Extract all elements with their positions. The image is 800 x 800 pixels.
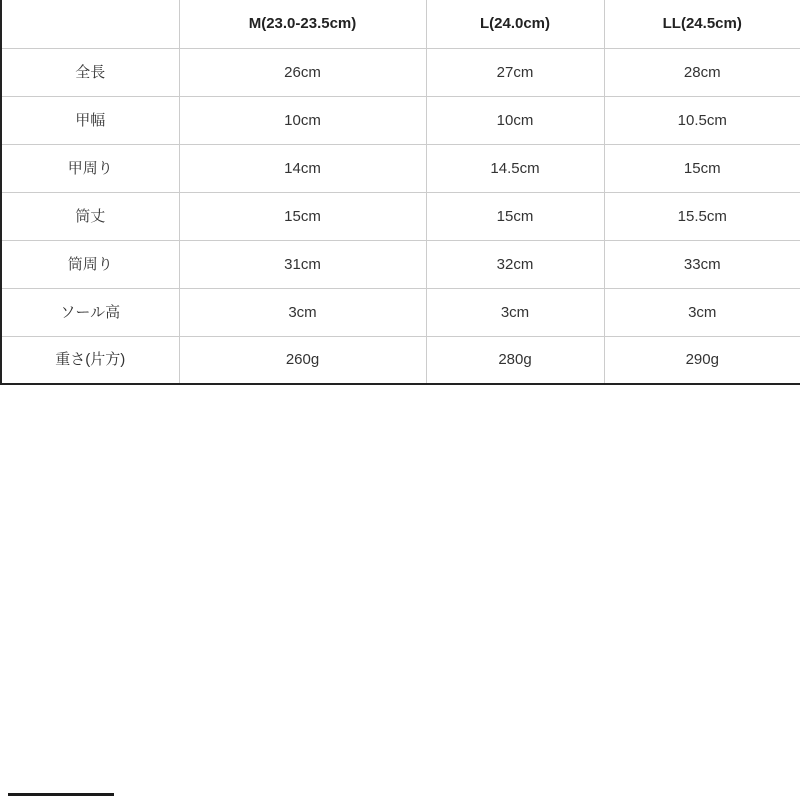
table-cell: 15.5cm	[604, 192, 800, 240]
table-cell: 10.5cm	[604, 96, 800, 144]
header-row	[1, 0, 800, 48]
header-cell-size-m: M(23.0-23.5cm)	[179, 0, 426, 48]
table-row	[1, 288, 800, 336]
table-cell: 290g	[604, 336, 800, 384]
row-label: 筒周り	[1, 240, 179, 288]
table-cell: 26cm	[179, 48, 426, 96]
table-cell: 32cm	[426, 240, 604, 288]
table-cell: 260g	[179, 336, 426, 384]
table-row	[1, 240, 800, 288]
table-cell: 15cm	[426, 192, 604, 240]
table-cell: 28cm	[604, 48, 800, 96]
table-cell: 3cm	[426, 288, 604, 336]
table-cell: 33cm	[604, 240, 800, 288]
table-cell: 15cm	[179, 192, 426, 240]
table-cell: 14cm	[179, 144, 426, 192]
row-label: ソール高	[1, 288, 179, 336]
table-row	[1, 336, 800, 384]
bottom-left-mark	[8, 793, 114, 796]
header-cell-blank	[1, 0, 179, 48]
table-row	[1, 48, 800, 96]
row-label: 甲幅	[1, 96, 179, 144]
table-cell: 3cm	[179, 288, 426, 336]
table-row	[1, 144, 800, 192]
row-label: 筒丈	[1, 192, 179, 240]
row-label: 重さ(片方)	[1, 336, 179, 384]
table-row	[1, 96, 800, 144]
table-cell: 10cm	[179, 96, 426, 144]
row-label: 全長	[1, 48, 179, 96]
header-cell-size-l: L(24.0cm)	[426, 0, 604, 48]
table-cell: 31cm	[179, 240, 426, 288]
table-cell: 15cm	[604, 144, 800, 192]
table-cell: 27cm	[426, 48, 604, 96]
size-chart-table	[0, 0, 800, 385]
row-label: 甲周り	[1, 144, 179, 192]
table-cell: 3cm	[604, 288, 800, 336]
table-cell: 280g	[426, 336, 604, 384]
table-row	[1, 192, 800, 240]
table-cell: 10cm	[426, 96, 604, 144]
header-cell-size-ll: LL(24.5cm)	[604, 0, 800, 48]
table-cell: 14.5cm	[426, 144, 604, 192]
